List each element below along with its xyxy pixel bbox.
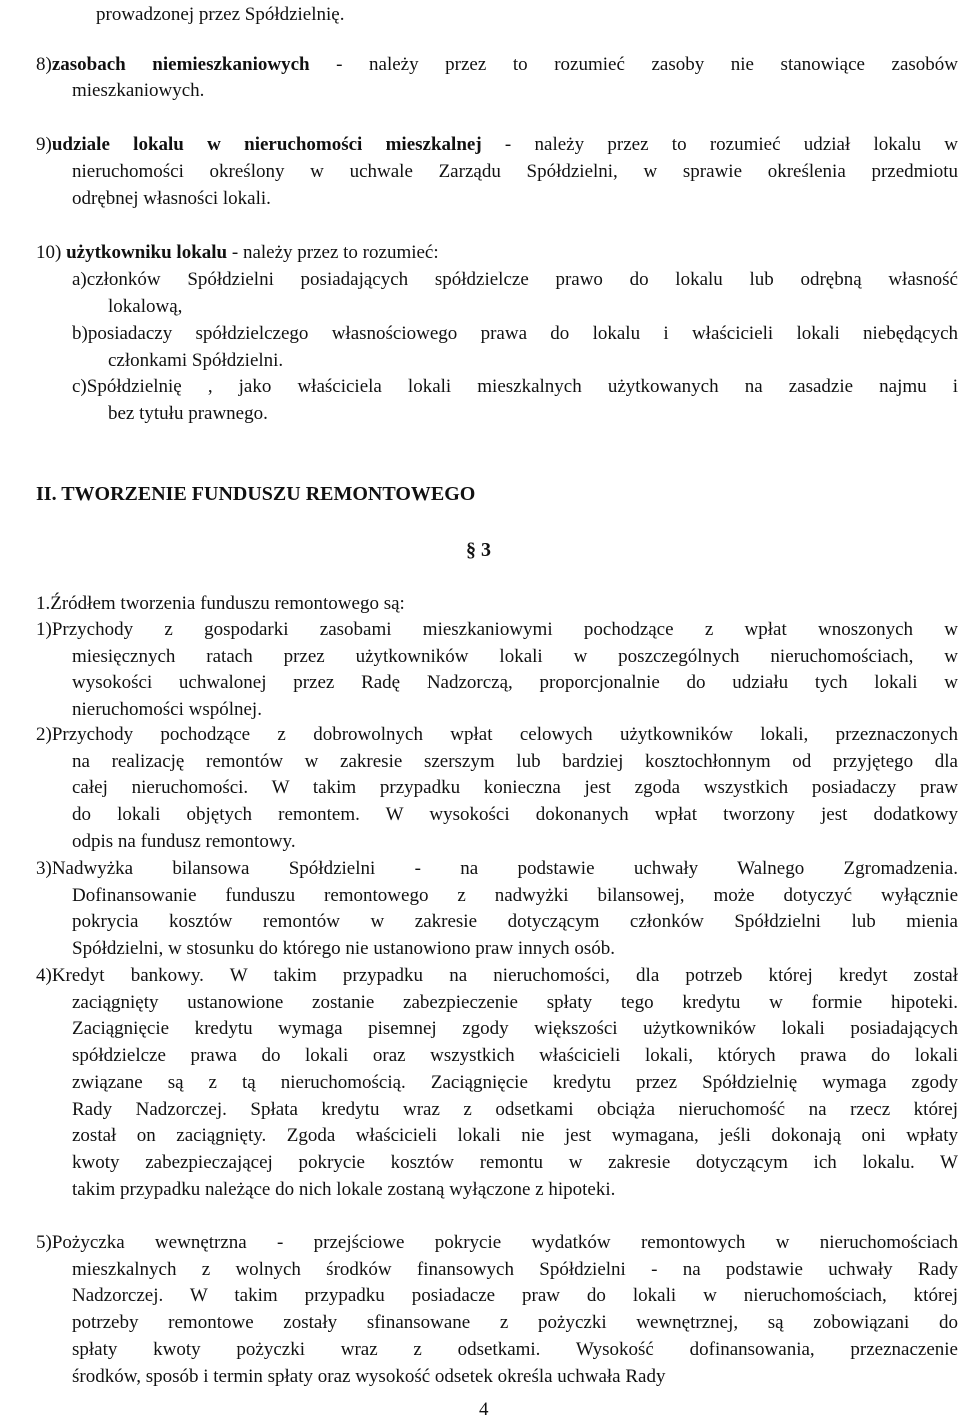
list-item-start: 2)Przychody pochodzące z dobrowolnych wpłat celowych użytkowników lokali, przeznaczonych <box>36 724 958 745</box>
list-item-line: Spółdzielni, w stosunku do którego nie ustanowiono praw innych osób. <box>72 938 616 959</box>
definition-8: 8)zasobach niemieszkaniowych - należy przez to rozumieć zasoby nie stanowiące zasobów <box>36 54 958 75</box>
list-item-line: potrzeby remontowe zostały sfinansowane z pożyczki wewnętrznej, są zobowiązani do <box>72 1312 958 1333</box>
text-line: nieruchomości określony w uchwale Zarządu Spółdzielni, w sprawie określenia przedmiotu <box>72 161 958 182</box>
list-item-line: całej nieruchomości. W takim przypadku konieczna jest zgoda wszystkich posiadaczy praw <box>72 777 958 798</box>
list-item-line: zaciągnięty ustanowione zostanie zabezpieczenie spłaty tego kredytu w formie hipoteki. <box>72 992 958 1013</box>
list-item-line: miesięcznych ratach przez użytkowników lokali w poszczególnych nieruchomościach, w <box>72 646 958 667</box>
list-item-start: 1)Przychody z gospodarki zasobami mieszkaniowymi pochodzące z wpłat wnoszonych w <box>36 619 958 640</box>
text-line: c)Spółdzielnię , jako właściciela lokali mieszkalnych użytkowanych na zasadzie najmu i <box>72 376 958 397</box>
list-item-line: Dofinansowanie funduszu remontowego z nadwyżki bilansowej, może dotyczyć wyłącznie <box>72 885 958 906</box>
list-item-line: na realizację remontów w zakresie szerszym lub bardziej kosztochłonnym od przyjętego dla <box>72 751 958 772</box>
list-item-line: Zaciągnięcie kredytu wymaga pisemnej zgody większości użytkowników lokali posiadających <box>72 1018 958 1039</box>
list-item-line: mieszkalnych z wolnych środków finansowych Spółdzielni - na podstawie uchwały Rady <box>72 1259 958 1280</box>
list-item-line: Rady Nadzorczej. Spłata kredytu wraz z odsetkami obciąża nieruchomość na rzecz której <box>72 1099 958 1120</box>
list-item-line: pokrycia kosztów remontów w zakresie dotyczącym członków Spółdzielni lub mienia <box>72 911 958 932</box>
text-line: lokalową, <box>108 296 183 317</box>
text-line: członkami Spółdzielni. <box>108 350 284 371</box>
list-item-line: takim przypadku należące do nich lokale zostaną wyłączone z hipoteki. <box>72 1179 616 1200</box>
section-heading: II. TWORZENIE FUNDUSZU REMONTOWEGO <box>36 483 476 505</box>
text-line: prowadzonej przez Spółdzielnię. <box>96 4 345 25</box>
definition-term: użytkowniku lokalu <box>66 242 228 263</box>
list-item-line: związane są z tą nieruchomością. Zaciągnięcie kredytu przez Spółdzielnię wymaga zgody <box>72 1072 958 1093</box>
list-item-line: spółdzielcze prawa do lokali oraz wszystkich właścicieli lokali, których prawa do lokali <box>72 1045 958 1066</box>
list-item-start: 4)Kredyt bankowy. W takim przypadku na nieruchomości, dla potrzeb której kredyt został <box>36 965 958 986</box>
text-line: odrębnej własności lokali. <box>72 188 271 209</box>
list-item-line: środków, sposób i termin spłaty oraz wysokość odsetek określa uchwała Rady <box>72 1366 666 1387</box>
list-item-line: do lokali objętych remontem. W wysokości dokonanych wpłat tworzony jest dodatkowy <box>72 804 958 825</box>
intro-line: 1.Źródłem tworzenia funduszu remontowego są: <box>36 593 405 614</box>
definition-9: 9)udziale lokalu w nieruchomości mieszkalnej - należy przez to rozumieć udział lokalu w <box>36 134 958 155</box>
text-line: a)członków Spółdzielni posiadających spółdzielcze prawo do lokalu lub odrębną własność <box>72 269 958 290</box>
list-item-line: wysokości uchwalonej przez Radę Nadzorczą, proporcjonalnie do udziału tych lokali w <box>72 672 958 693</box>
list-item-line: Nadzorczej. W takim przypadku posiadacze praw do lokali w nieruchomościach, której <box>72 1285 958 1306</box>
paragraph-mark: § 3 <box>466 539 491 561</box>
list-item-start: 5)Pożyczka wewnętrzna - przejściowe pokrycie wydatków remontowych w nieruchomościach <box>36 1232 958 1253</box>
text-line: b)posiadaczy spółdzielczego własnościowego prawa do lokalu i właścicieli lokali niebędących <box>72 323 958 344</box>
list-item-line: nieruchomości wspólnej. <box>72 699 262 720</box>
list-item-line: odpis na fundusz remontowy. <box>72 831 296 852</box>
list-item-line: kwoty zabezpieczającej pokrycie kosztów remontu w zakresie dotyczącym ich lokalu. W <box>72 1152 958 1173</box>
list-item-start: 3)Nadwyżka bilansowa Spółdzielni - na podstawie uchwały Walnego Zgromadzenia. <box>36 858 958 879</box>
definition-term: udziale lokalu w nieruchomości mieszkalnej <box>51 134 482 155</box>
definition-term: zasobach niemieszkaniowych <box>51 54 310 75</box>
list-item-line: spłaty kwoty pożyczki wraz z odsetkami. Wysokość dofinansowania, przeznaczenie <box>72 1339 958 1360</box>
definition-10: 10) użytkowniku lokalu - należy przez to rozumieć: <box>36 242 439 263</box>
text-line: bez tytułu prawnego. <box>108 403 268 424</box>
page-number: 4 <box>479 1399 489 1418</box>
list-item-line: został on zaciągnięty. Zgoda właścicieli lokali nie jest wymagana, jeśli dokonają oni wpłaty <box>72 1125 958 1146</box>
text-line: mieszkaniowych. <box>72 80 205 101</box>
